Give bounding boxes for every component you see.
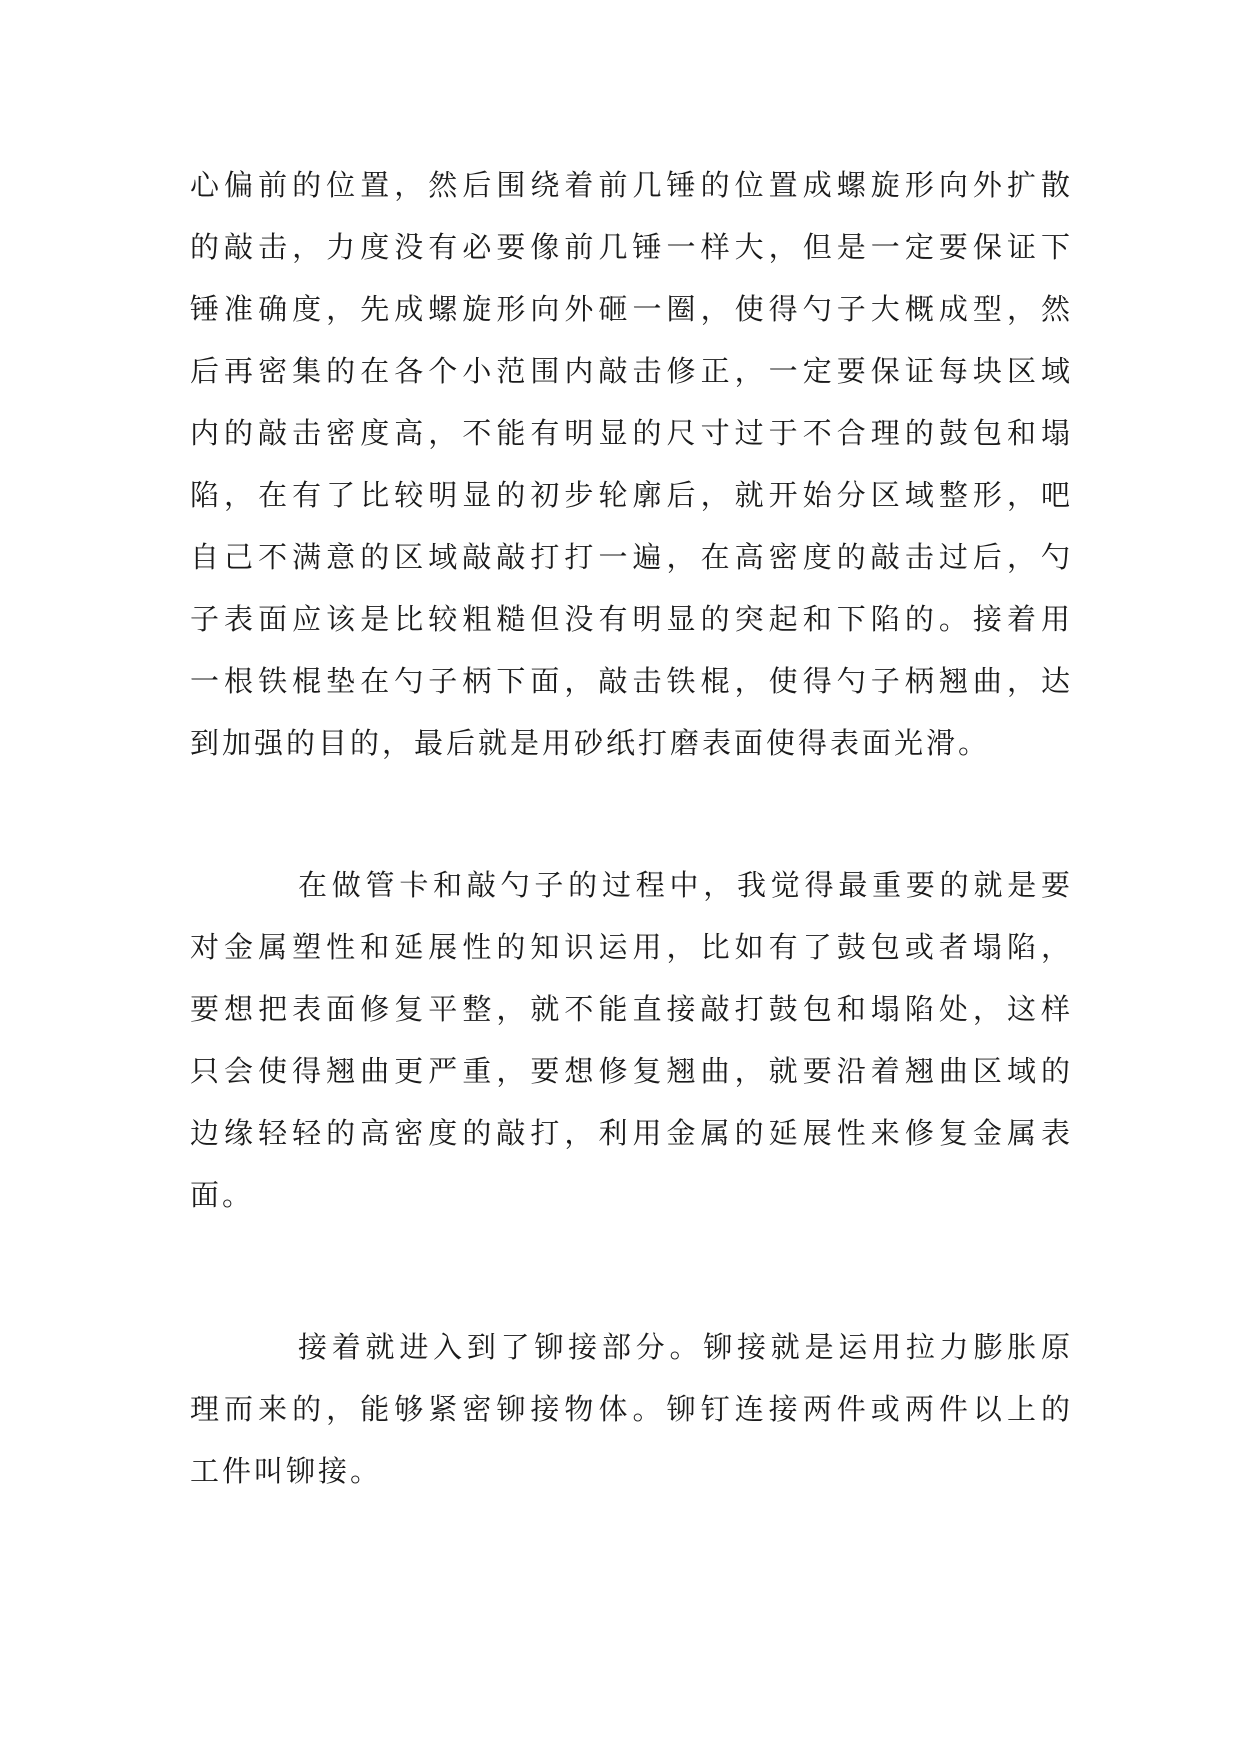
text-line: 子表面应该是比较粗糙但没有明显的突起和下陷的。接着用 <box>190 602 1070 636</box>
text-line: 要想把表面修复平整，就不能直接敲打鼓包和塌陷处，这样 <box>190 992 1070 1026</box>
text-line: 后再密集的在各个小范围内敲击修正，一定要保证每块区域 <box>190 354 1070 388</box>
paragraph-spoon-shaping <box>190 154 1070 774</box>
text-line: 陷，在有了比较明显的初步轮廓后，就开始分区域整形，吧 <box>190 478 1070 512</box>
text-line: 接着就进入到了铆接部分。铆接就是运用拉力膨胀原 <box>298 1330 1070 1364</box>
text-line: 一根铁棍垫在勺子柄下面，敲击铁棍，使得勺子柄翘曲，达 <box>190 664 1070 698</box>
text-line: 心偏前的位置，然后围绕着前几锤的位置成螺旋形向外扩散 <box>190 168 1070 202</box>
text-line: 在做管卡和敲勺子的过程中，我觉得最重要的就是要 <box>298 868 1070 902</box>
text-line: 边缘轻轻的高密度的敲打，利用金属的延展性来修复金属表 <box>190 1116 1070 1150</box>
paragraph-metal-ductility <box>190 854 1070 1226</box>
text-line: 内的敲击密度高，不能有明显的尺寸过于不合理的鼓包和塌 <box>190 416 1070 450</box>
text-line: 的敲击，力度没有必要像前几锤一样大，但是一定要保证下 <box>190 230 1070 264</box>
text-line: 工件叫铆接。 <box>190 1454 383 1488</box>
text-line: 锤准确度，先成螺旋形向外砸一圈，使得勺子大概成型，然 <box>190 292 1070 326</box>
text-line: 自己不满意的区域敲敲打打一遍，在高密度的敲击过后，勺 <box>190 540 1070 574</box>
text-line: 理而来的，能够紧密铆接物体。铆钉连接两件或两件以上的 <box>190 1392 1070 1426</box>
text-line: 对金属塑性和延展性的知识运用，比如有了鼓包或者塌陷， <box>190 930 1070 964</box>
text-line: 到加强的目的，最后就是用砂纸打磨表面使得表面光滑。 <box>190 726 991 760</box>
text-line: 面。 <box>190 1178 255 1212</box>
text-line: 只会使得翘曲更严重，要想修复翘曲，就要沿着翘曲区域的 <box>190 1054 1070 1088</box>
paragraph-riveting <box>190 1316 1070 1502</box>
